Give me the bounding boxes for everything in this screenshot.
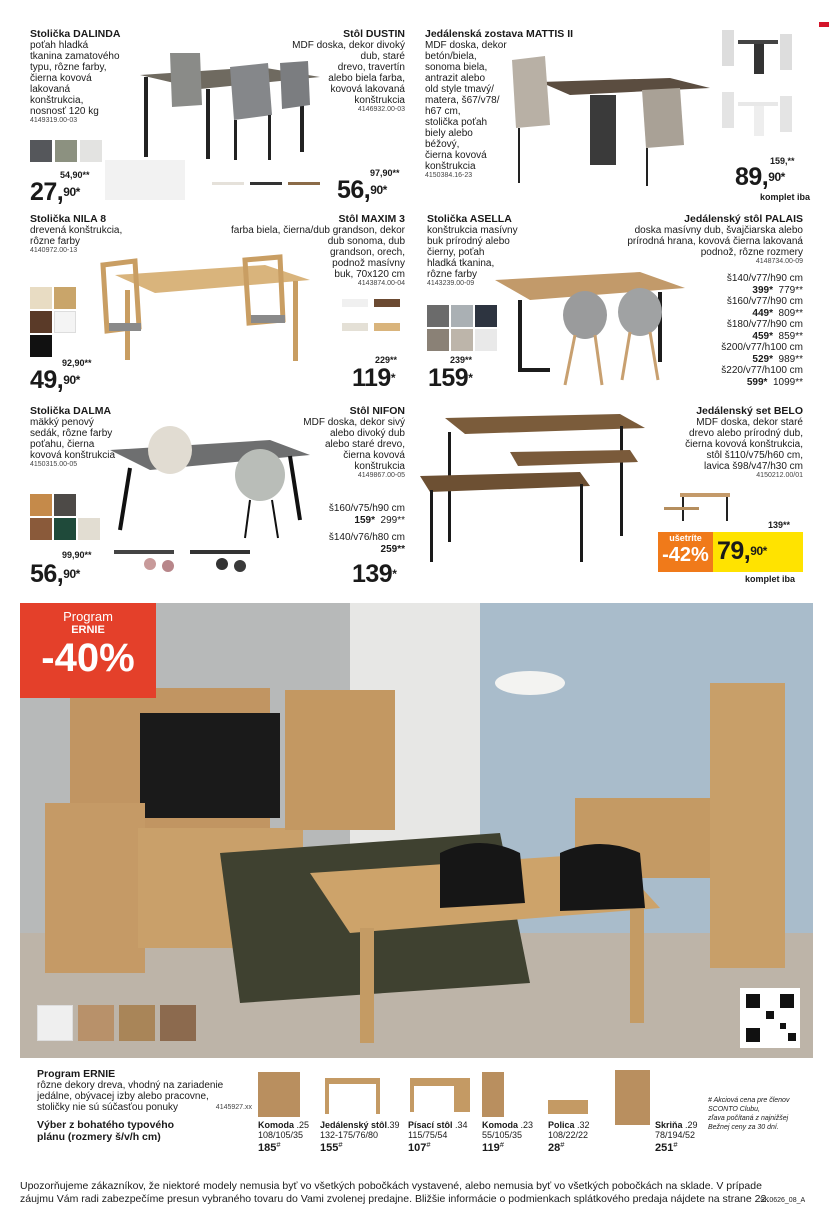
club-footnote: # Akciová cena pre členov SCONTO Clubu, zľava počítaná z najnižšej Bežnej ceny za 30 dní. <box>708 1097 790 1131</box>
mark: * <box>75 373 80 387</box>
old-price: 99,90** <box>62 550 92 560</box>
price-cents <box>370 183 387 197</box>
item-code: .25 <box>296 1120 310 1130</box>
maxim-variants <box>340 295 405 345</box>
badge-label: Program <box>63 609 113 624</box>
size-price: 449* <box>752 307 773 319</box>
color-swatch[interactable] <box>30 518 52 540</box>
price-main: 89, <box>735 163 769 191</box>
program-desc: rôzne dekory dreva, vhodný na zariadenie jedálne, obývacej izby alebo pracovne, stoličky nie sú súčasťou ponuky <box>37 1080 224 1113</box>
komplet-note: komplet iba <box>745 574 796 584</box>
product-dustin[interactable] <box>262 28 405 113</box>
old-price: 139** <box>768 520 791 530</box>
program-badge <box>20 603 156 698</box>
price <box>428 366 472 391</box>
size-dim: š160/v75/h90 cm <box>328 503 405 514</box>
product-code: 4150212.00/01 <box>756 472 803 479</box>
cents: 90 <box>768 170 781 184</box>
price-main: 56, <box>30 560 64 588</box>
palais-size-list <box>690 273 803 388</box>
item-name: Komoda <box>482 1120 518 1130</box>
product-belo[interactable] <box>620 405 803 479</box>
item-pisaci-stol[interactable] <box>408 1120 468 1153</box>
size-old: 1099** <box>772 376 803 388</box>
item-komoda[interactable] <box>258 1120 309 1153</box>
mark: * <box>780 170 785 184</box>
product-desc: mäkký penový sedák, rôzne farby poťahu, čierna kovová konštrukcia <box>30 417 116 461</box>
item-dims: 108/105/35 <box>258 1130 304 1140</box>
price-main: 27, <box>30 178 64 206</box>
polica-thumb <box>548 1100 588 1114</box>
product-code: 4150384.16-23 <box>425 172 473 179</box>
size-dim: š140/v77/h90 cm <box>726 273 803 284</box>
program-code: 4145927.xx <box>215 1104 252 1111</box>
price-cents <box>750 544 767 558</box>
size-old: 989** <box>778 353 803 365</box>
item-mark: # <box>673 1140 678 1149</box>
badge-name: ERNIE <box>71 624 105 636</box>
nifon-size-list <box>295 503 405 555</box>
mark: * <box>75 185 80 199</box>
item-price: 119 <box>482 1142 500 1154</box>
stol-thumb <box>325 1078 380 1114</box>
size-row[interactable] <box>690 342 803 365</box>
item-price: 155 <box>320 1142 339 1154</box>
color-swatch[interactable] <box>30 140 52 162</box>
price-main: 79, <box>717 537 751 565</box>
product-title: Jedálenský stôl PALAIS <box>684 213 803 225</box>
size-old: 259** <box>380 543 405 555</box>
size-price: 399* <box>752 284 773 296</box>
size-price: 529* <box>752 353 773 365</box>
size-dim: š140/v76/h80 cm <box>328 532 405 543</box>
product-desc: drevená konštrukcia, rôzne farby <box>30 225 123 247</box>
mattis-variants <box>718 30 804 150</box>
item-name: Jedálenský stôl <box>320 1120 388 1130</box>
price-cents <box>391 371 395 385</box>
price-main: 56, <box>337 176 371 204</box>
size-row[interactable] <box>690 273 803 296</box>
corner-mark <box>819 22 829 27</box>
product-desc: farba biela, čierna/dub grandson, dekor dub sonoma, dub grandson, orech, podnož masívny buk, 70x120 cm <box>230 225 405 280</box>
item-mark: # <box>426 1140 431 1149</box>
price <box>352 562 396 587</box>
dalma-variants <box>110 540 260 585</box>
product-palais[interactable] <box>600 213 803 265</box>
item-dims: 55/105/35 <box>482 1130 523 1140</box>
product-desc: MDF doska, dekor sivý alebo divoký dub alebo staré drevo, čierna kovová konštrukcia <box>303 417 405 472</box>
color-swatch[interactable] <box>160 1005 196 1041</box>
price-cents <box>63 185 80 199</box>
mark: * <box>762 544 767 558</box>
price <box>30 562 80 587</box>
cents: 90 <box>750 544 763 558</box>
product-desc: konštrukcia masívny buk prírodný alebo čierny, poťah hladká tkanina, rôzne farby <box>427 225 518 280</box>
product-code: 4148734.00-09 <box>755 258 803 265</box>
size-row[interactable] <box>690 296 803 319</box>
size-old: 859** <box>778 330 803 342</box>
save-label: ušetríte <box>669 533 702 543</box>
product-code: 4146932.00-03 <box>357 106 405 113</box>
color-swatch[interactable] <box>119 1005 155 1041</box>
product-title: Stolička DALINDA <box>30 28 121 40</box>
price <box>30 368 80 393</box>
color-swatch[interactable] <box>54 518 76 540</box>
product-code: 4143874.00-04 <box>357 280 405 287</box>
color-swatch[interactable] <box>54 287 76 309</box>
product-title: Jedálenská zostava MATTIS II <box>425 28 574 40</box>
color-swatch[interactable] <box>427 329 449 351</box>
product-desc: doska masívny dub, švajčiarska alebo prírodná hrana, kovová čierna lakovaná podnož, rôzne rozmery <box>627 225 803 258</box>
variant-thumb <box>105 160 185 200</box>
price <box>352 366 395 391</box>
item-dims: 132-175/76/80 <box>320 1130 379 1140</box>
save-percent: -42% <box>662 544 709 566</box>
product-maxim[interactable] <box>205 213 405 287</box>
size-row[interactable] <box>295 532 405 555</box>
mark: * <box>382 183 387 197</box>
old-price: 54,90** <box>60 170 90 180</box>
price <box>713 532 803 572</box>
color-swatch[interactable] <box>30 287 52 309</box>
color-swatch[interactable] <box>427 305 449 327</box>
color-swatch[interactable] <box>54 494 76 516</box>
size-old: 779** <box>778 284 803 296</box>
badge-percent: -40% <box>41 636 135 680</box>
product-desc: poťah hladká tkanina zamatového typu, rôzne farby, čierna kovová lakovaná konštrukcia, nosnosť 120 kg <box>30 40 120 117</box>
price-main: 119 <box>352 364 391 392</box>
product-code: 4149319.00-03 <box>30 117 78 124</box>
size-row[interactable] <box>690 365 803 388</box>
komplet-note: komplet iba <box>760 192 811 202</box>
price-cents <box>768 170 785 184</box>
cents: 90 <box>63 373 76 387</box>
old-price: 92,90** <box>62 358 92 368</box>
color-swatch[interactable] <box>80 140 102 162</box>
price-cents <box>63 567 80 581</box>
item-dims: 115/75/54 <box>408 1130 448 1140</box>
cents: 90 <box>63 567 76 581</box>
item-name: Písací stôl <box>408 1120 453 1130</box>
product-desc: MDF doska, dekor staré drevo alebo prírodný dub, čierna kovová konštrukcia, stôl š110/v75/h60 cm, lavica š98/v47/h30 cm <box>685 417 803 472</box>
item-name: Skriňa <box>655 1120 683 1130</box>
price-main: 49, <box>30 366 64 394</box>
color-swatch[interactable] <box>78 1005 114 1041</box>
item-code: .34 <box>455 1120 468 1130</box>
old-price: 97,90** <box>370 168 400 178</box>
price-cents <box>392 567 396 581</box>
product-title: Stôl MAXIM 3 <box>338 213 405 225</box>
asella-palais-photo <box>490 250 690 390</box>
product-code: 4143239.00-09 <box>427 280 475 287</box>
size-price: 459* <box>752 330 773 342</box>
disclaimer: Upozorňujeme zákazníkov, že niektoré modely nemusia byť vo všetkých pobočkách vystavené, alebo nemusia byť vo všetkých pobočkách na sklade. V prípade záujmu Vám radi zabezpečíme presun vybraného tovaru do Vami zvolenej predajne. Bližšie informácie o podmienkach splátkového predaja nájdete na strane 22. <box>20 1180 770 1205</box>
save-badge <box>658 532 713 572</box>
size-old: 809** <box>778 307 803 319</box>
color-swatch[interactable] <box>451 329 473 351</box>
item-code: .39 <box>387 1120 400 1130</box>
program-choice: Výber z bohatého typového plánu (rozmery š/v/h cm) <box>37 1119 175 1143</box>
page-code: SK0626_08_A <box>760 1197 806 1204</box>
mattis-photo <box>500 50 720 190</box>
product-title: Stolička DALMA <box>30 405 112 417</box>
item-price: 185 <box>258 1142 277 1154</box>
product-title: Stôl NIFON <box>349 405 405 417</box>
price-cents <box>468 371 472 385</box>
belo-variant <box>660 485 750 525</box>
komoda-thumb <box>258 1072 300 1117</box>
item-price: 28 <box>548 1142 561 1154</box>
size-old: 299** <box>380 514 405 526</box>
color-swatch[interactable] <box>78 518 100 540</box>
skrina-thumb <box>615 1070 650 1125</box>
old-price: 229** <box>375 355 398 365</box>
price <box>337 178 387 203</box>
price-cents <box>63 373 80 387</box>
size-price: 599* <box>746 376 768 388</box>
program-info <box>37 1068 252 1143</box>
item-code: .32 <box>577 1120 590 1130</box>
item-code: .29 <box>685 1120 698 1130</box>
item-dims: 78/194/52 <box>655 1130 696 1140</box>
size-dim: š180/v77/h90 cm <box>726 319 803 330</box>
item-mark: # <box>276 1140 281 1149</box>
product-title: Stolička ASELLA <box>427 213 512 225</box>
product-title: Stolička NILA 8 <box>30 213 107 225</box>
item-mark: # <box>560 1140 565 1149</box>
cents: 90 <box>63 185 76 199</box>
cents: 90 <box>370 183 383 197</box>
color-swatch[interactable] <box>30 335 52 357</box>
size-dim: š160/v77/h90 cm <box>726 296 803 307</box>
product-title: Jedálenský set BELO <box>696 405 803 417</box>
color-swatch[interactable] <box>30 311 52 333</box>
item-name: Polica <box>548 1120 575 1130</box>
product-desc: MDF doska, dekor divoký dub, staré drevo, travertín alebo biela farba, kovová lakovaná konštrukcia <box>292 40 405 106</box>
color-swatch[interactable] <box>54 311 76 333</box>
size-dim: š200/v77/h100 cm <box>721 342 803 353</box>
komoda2-thumb <box>482 1072 504 1117</box>
item-code: .23 <box>520 1120 534 1130</box>
mark: * <box>392 567 397 581</box>
program-title: Program ERNIE <box>37 1068 116 1080</box>
size-row[interactable] <box>295 503 405 526</box>
mark: * <box>390 371 396 385</box>
product-desc: MDF doska, dekor betón/biela, sonoma biela, antrazit alebo old style tmavý/ matera, š67/v78/ h67 cm, stolička poťah biely alebo béžový, čierna kovová konštrukcia <box>425 40 507 172</box>
item-price: 251 <box>655 1142 674 1154</box>
price <box>735 165 785 190</box>
product-nifon[interactable] <box>275 405 405 479</box>
old-price: 239** <box>450 355 473 365</box>
item-price: 107 <box>408 1142 427 1154</box>
size-row[interactable] <box>690 319 803 342</box>
item-komoda-2[interactable] <box>482 1120 533 1153</box>
item-mark: # <box>338 1140 343 1149</box>
color-swatch[interactable] <box>55 140 77 162</box>
old-price: 159,** <box>770 156 795 166</box>
product-code: 4149867.00-05 <box>357 472 405 479</box>
color-swatch[interactable] <box>451 305 473 327</box>
product-dalinda[interactable] <box>30 28 142 124</box>
color-swatch[interactable] <box>37 1005 73 1041</box>
item-skrina[interactable] <box>655 1120 698 1153</box>
color-swatch[interactable] <box>30 494 52 516</box>
pisaci-thumb <box>410 1078 470 1112</box>
item-mark: # <box>499 1140 504 1149</box>
price <box>30 180 80 205</box>
item-name: Komoda <box>258 1120 294 1130</box>
price-main: 159 <box>428 364 469 392</box>
product-title: Stôl DUSTIN <box>343 28 405 40</box>
dustin-variants <box>210 178 325 203</box>
product-code: 4150315.00-05 <box>30 461 78 468</box>
mark: * <box>75 567 80 581</box>
price-main: 139 <box>352 560 393 588</box>
size-dim: š220/v77/h100 cm <box>721 365 803 376</box>
mark: * <box>468 371 473 385</box>
item-jedalensky-stol[interactable] <box>320 1120 400 1153</box>
item-polica[interactable] <box>548 1120 590 1153</box>
item-dims: 108/22/22 <box>548 1130 589 1140</box>
size-price: 159* <box>354 514 375 526</box>
product-code: 4140972.00-13 <box>30 247 78 254</box>
